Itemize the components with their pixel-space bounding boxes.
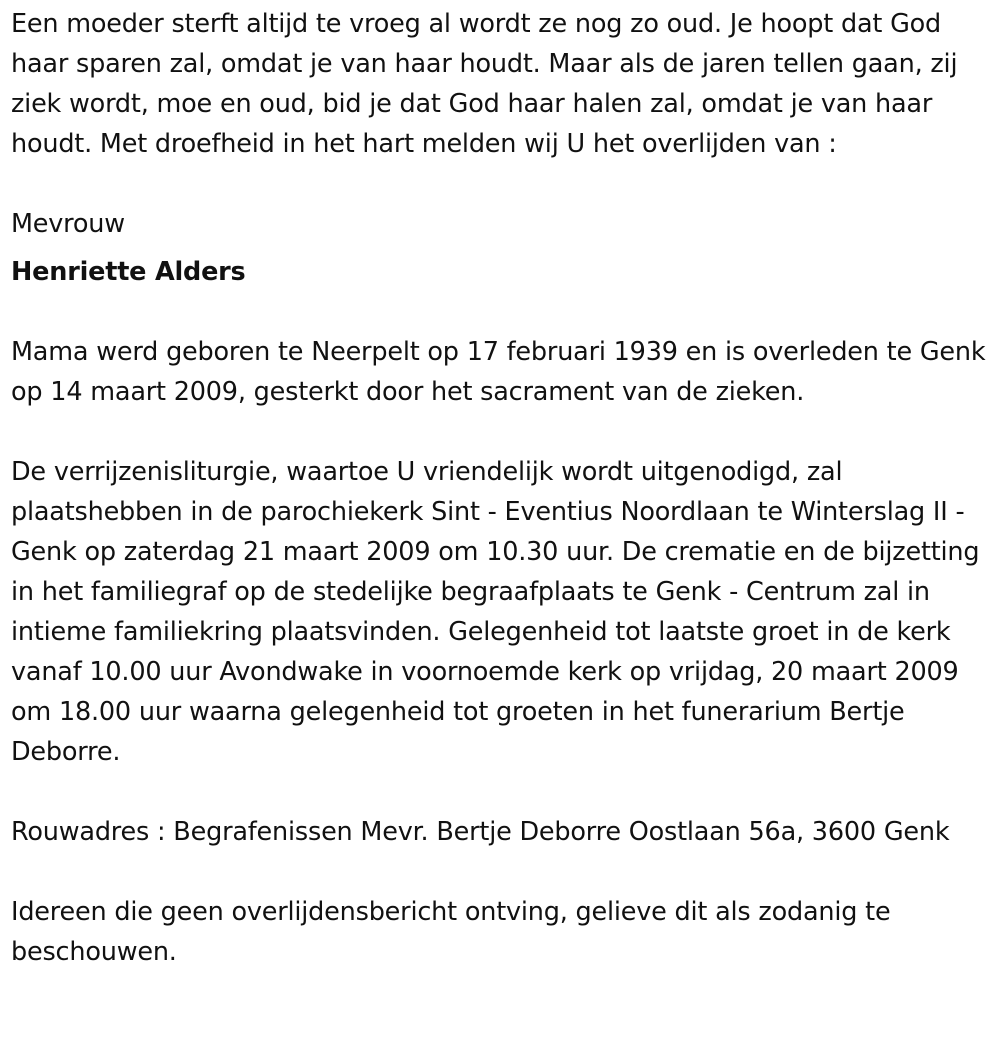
closing-paragraph: Idereen die geen overlijdensbericht ontving, gelieve dit als zodanig te beschouwen. (11, 897, 891, 967)
address-paragraph: Rouwadres : Begrafenissen Mevr. Bertje Deborre Oostlaan 56a, 3600 Genk (11, 817, 950, 847)
deceased-name: Henriette Alders (11, 257, 246, 287)
intro-paragraph: Een moeder sterft altijd te vroeg al wordt ze nog zo oud. Je hoopt dat God haar sparen zal, omdat je van haar houdt. Maar als de jaren tellen gaan, zij ziek wordt, moe en oud, bid je dat God haar halen zal, omdat je van haar houdt. Met droefheid in het hart melden wij U het overlijden van : (11, 9, 958, 159)
liturgy-paragraph: De verrijzenisliturgie, waartoe U vriendelijk wordt uitgenodigd, zal plaatshebben in de parochiekerk Sint - Eventius Noordlaan te Winterslag II - Genk op zaterdag 21 maart 2009 om 10.30 uur. De crematie en de bijzetting in het familiegraf op de stedelijke begraafplaats te Genk - Centrum zal in intieme familiekring plaatsvinden. Gelegenheid tot laatste groet in de kerk vanaf 10.00 uur Avondwake in voornoemde kerk op vrijdag, 20 maart 2009 om 18.00 uur waarna gelegenheid tot groeten in het funerarium Bertje Deborre. (11, 457, 980, 767)
birth-death-paragraph: Mama werd geboren te Neerpelt op 17 februari 1939 en is overleden te Genk op 14 maart 2009, gesterkt door het sacrament van de zieken. (11, 337, 986, 407)
honorific: Mevrouw (11, 209, 125, 239)
